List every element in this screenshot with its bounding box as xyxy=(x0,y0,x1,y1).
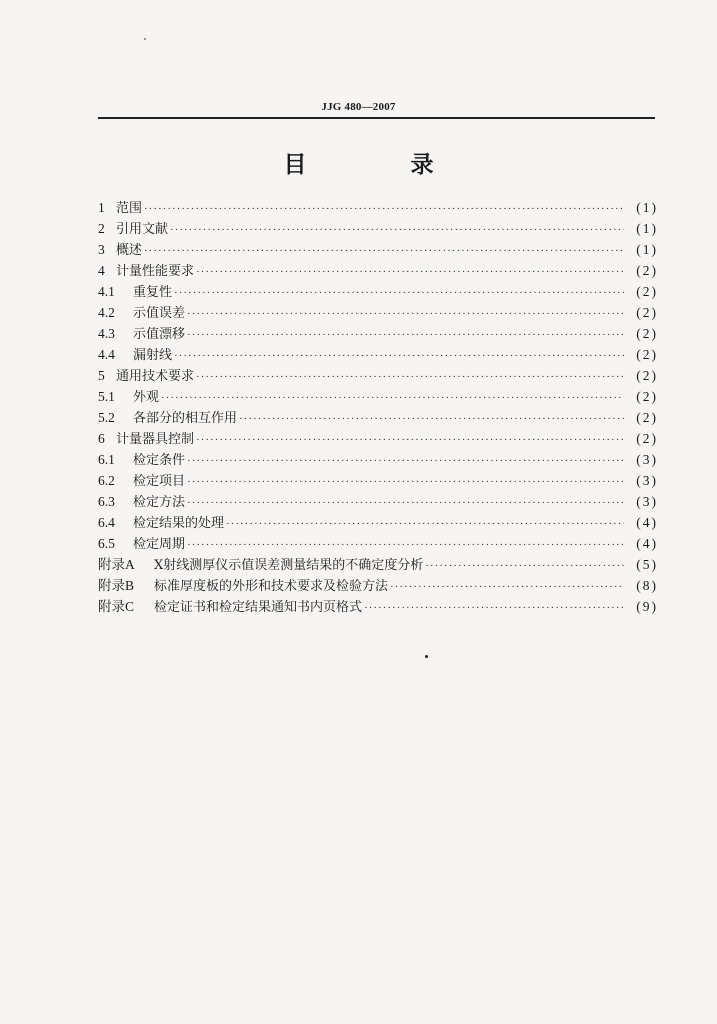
toc-entry-number: 4.1 xyxy=(98,284,115,299)
toc-entry[interactable] xyxy=(98,596,658,617)
toc-entry-number: 6.2 xyxy=(98,473,115,488)
toc-entry[interactable] xyxy=(98,260,658,281)
toc-entry-title: 计量性能要求 xyxy=(116,264,195,279)
toc-entry-title: 示值误差 xyxy=(133,306,186,321)
dot-leader xyxy=(170,220,624,241)
dot-leader xyxy=(187,535,624,556)
toc-entry-number: 4.3 xyxy=(98,326,115,341)
dot-leader xyxy=(196,262,624,283)
toc-entry-page: (2) xyxy=(636,263,658,278)
dot-leader xyxy=(187,325,624,346)
dot-leader xyxy=(239,409,624,430)
table-of-contents xyxy=(98,197,658,617)
toc-entry[interactable] xyxy=(98,575,658,596)
toc-entry-title: 各部分的相互作用 xyxy=(133,411,238,426)
toc-entry[interactable] xyxy=(98,554,658,575)
toc-entry[interactable] xyxy=(98,197,658,218)
toc-entry[interactable] xyxy=(98,365,658,386)
toc-entry-title: 检定项目 xyxy=(133,474,186,489)
toc-entry-page: (1) xyxy=(636,242,658,257)
toc-entry-number: 6.3 xyxy=(98,494,115,509)
toc-entry-number: 5.1 xyxy=(98,389,115,404)
toc-entry-title: 检定结果的处理 xyxy=(133,516,225,531)
dot-leader xyxy=(187,304,624,325)
toc-entry-title: 计量器具控制 xyxy=(116,432,195,447)
toc-entry-page: (2) xyxy=(636,368,658,383)
toc-entry-number: 6.4 xyxy=(98,515,115,530)
toc-entry[interactable] xyxy=(98,449,658,470)
toc-entry[interactable] xyxy=(98,218,658,239)
toc-entry[interactable] xyxy=(98,428,658,449)
toc-entry-page: (1) xyxy=(636,200,658,215)
toc-entry-title: 引用文献 xyxy=(116,222,169,237)
toc-entry-number: 5.2 xyxy=(98,410,115,425)
toc-entry[interactable] xyxy=(98,407,658,428)
dot-leader xyxy=(174,346,624,367)
toc-entry[interactable] xyxy=(98,344,658,365)
toc-entry-number: 1 xyxy=(98,200,105,215)
toc-entry[interactable] xyxy=(98,512,658,533)
toc-entry-title: 通用技术要求 xyxy=(116,369,195,384)
toc-entry[interactable] xyxy=(98,491,658,512)
toc-entry-title: 外观 xyxy=(133,390,160,405)
toc-entry-title: 检定周期 xyxy=(133,537,186,552)
toc-entry[interactable] xyxy=(98,323,658,344)
toc-entry-number: 4.2 xyxy=(98,305,115,320)
toc-entry[interactable] xyxy=(98,302,658,323)
toc-entry-page: (2) xyxy=(636,305,658,320)
dot-leader xyxy=(196,367,624,388)
toc-entry[interactable] xyxy=(98,533,658,554)
dot-leader xyxy=(226,514,624,535)
dot-leader xyxy=(425,556,624,577)
toc-entry-title: 范围 xyxy=(116,201,143,216)
dot-leader xyxy=(187,472,624,493)
toc-entry-page: (5) xyxy=(636,557,658,572)
dot-leader xyxy=(174,283,624,304)
toc-entry-page: (4) xyxy=(636,536,658,551)
toc-entry-page: (2) xyxy=(636,326,658,341)
toc-entry-page: (9) xyxy=(636,599,658,614)
dot-leader xyxy=(144,199,624,220)
toc-entry-title: 重复性 xyxy=(133,285,173,300)
toc-entry[interactable] xyxy=(98,386,658,407)
toc-entry-number: 3 xyxy=(98,242,105,257)
toc-entry-page: (8) xyxy=(636,578,658,593)
toc-entry-number: 2 xyxy=(98,221,105,236)
header-rule xyxy=(98,117,655,119)
toc-entry-title: 检定条件 xyxy=(133,453,186,468)
toc-entry-title: 示值漂移 xyxy=(133,327,186,342)
dot-leader xyxy=(161,388,624,409)
scan-speck xyxy=(144,38,146,40)
dot-leader xyxy=(187,451,624,472)
toc-entry-title: 标准厚度板的外形和技术要求及检验方法 xyxy=(154,579,389,594)
toc-entry-title: X射线测厚仪示值误差测量结果的不确定度分析 xyxy=(154,558,424,573)
document-code-header: JJG 480—2007 xyxy=(321,101,396,113)
toc-entry-title: 检定证书和检定结果通知书内页格式 xyxy=(154,600,363,615)
toc-entry-page: (2) xyxy=(636,431,658,446)
toc-entry-number: 附录C xyxy=(98,599,135,614)
toc-entry-title: 漏射线 xyxy=(133,348,173,363)
page-title: 目 录 xyxy=(283,152,482,178)
toc-entry-number: 5 xyxy=(98,368,105,383)
toc-entry-page: (1) xyxy=(636,221,658,236)
dot-leader xyxy=(187,493,624,514)
toc-entry-page: (2) xyxy=(636,389,658,404)
toc-entry-page: (2) xyxy=(636,284,658,299)
scan-speck xyxy=(425,655,428,658)
toc-entry-title: 检定方法 xyxy=(133,495,186,510)
toc-entry-number: 6.1 xyxy=(98,452,115,467)
dot-leader xyxy=(144,241,624,262)
toc-entry[interactable] xyxy=(98,239,658,260)
toc-entry[interactable] xyxy=(98,470,658,491)
toc-entry-number: 4.4 xyxy=(98,347,115,362)
dot-leader xyxy=(196,430,624,451)
dot-leader xyxy=(390,577,624,598)
toc-entry-number: 附录A xyxy=(98,557,135,572)
dot-leader xyxy=(364,598,624,619)
toc-entry-number: 附录B xyxy=(98,578,135,593)
toc-entry-page: (3) xyxy=(636,473,658,488)
toc-entry-page: (3) xyxy=(636,452,658,467)
toc-entry-number: 6.5 xyxy=(98,536,115,551)
toc-entry-page: (2) xyxy=(636,347,658,362)
toc-entry-page: (3) xyxy=(636,494,658,509)
toc-entry-title: 概述 xyxy=(116,243,143,258)
toc-entry-page: (2) xyxy=(636,410,658,425)
toc-entry[interactable] xyxy=(98,281,658,302)
toc-entry-number: 6 xyxy=(98,431,105,446)
toc-entry-number: 4 xyxy=(98,263,105,278)
toc-entry-page: (4) xyxy=(636,515,658,530)
